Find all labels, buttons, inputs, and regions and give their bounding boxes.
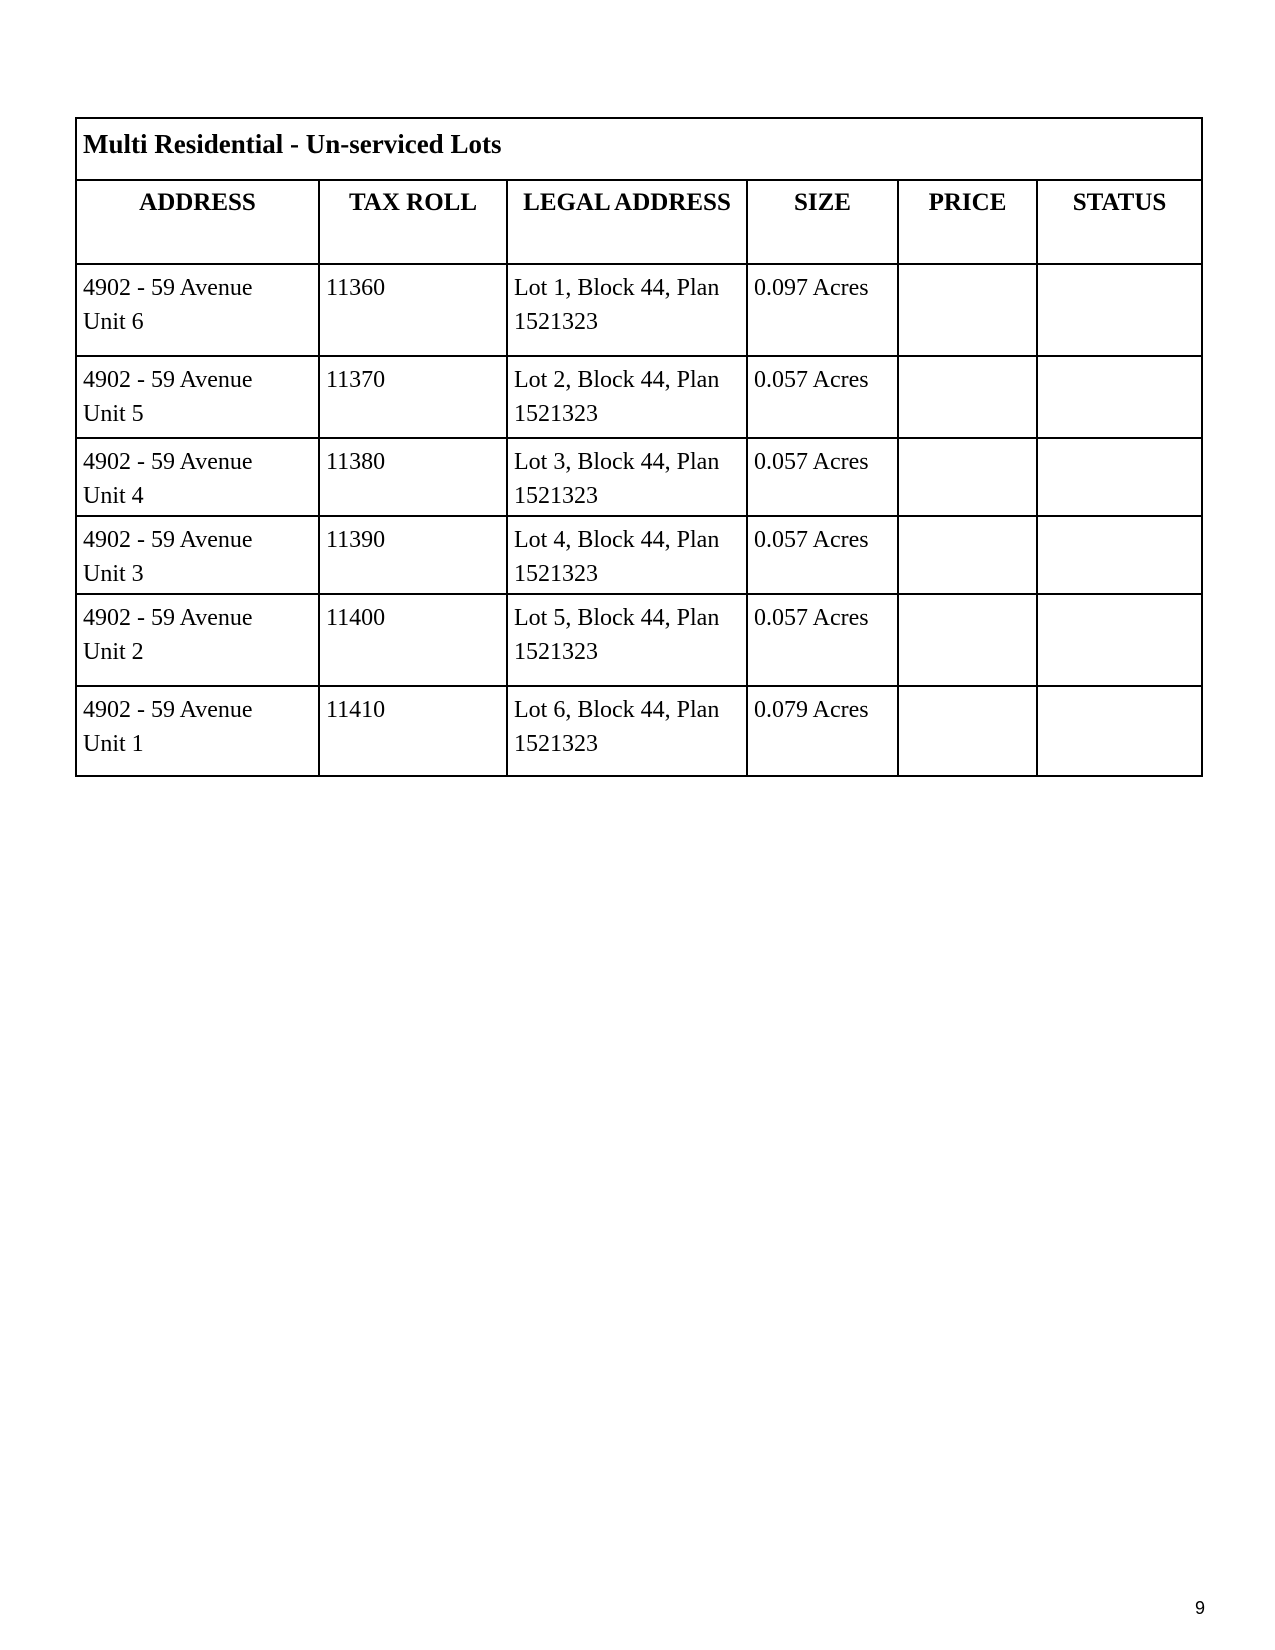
table-title-row: [76, 118, 1202, 180]
tax-roll-cell: 11410: [319, 686, 507, 776]
legal-lot: Lot 2, Block 44, Plan: [514, 367, 720, 393]
address-street: 4902 - 59 Avenue: [83, 449, 253, 475]
column-header-price: PRICE: [898, 180, 1037, 264]
size-cell: 0.097 Acres: [747, 264, 898, 356]
price-cell: [898, 438, 1037, 516]
address-street: 4902 - 59 Avenue: [83, 605, 253, 631]
legal-lot: Lot 4, Block 44, Plan: [514, 527, 720, 553]
address-cell: [76, 686, 319, 776]
size-cell: 0.057 Acres: [747, 356, 898, 438]
legal-plan: 1521323: [514, 731, 598, 757]
address-cell: [76, 516, 319, 594]
size-cell: 0.057 Acres: [747, 516, 898, 594]
tax-roll-cell: 11390: [319, 516, 507, 594]
price-cell: [898, 686, 1037, 776]
legal-lot: Lot 1, Block 44, Plan: [514, 275, 720, 301]
tax-roll-cell: 11370: [319, 356, 507, 438]
price-cell: [898, 594, 1037, 686]
status-cell: [1037, 516, 1202, 594]
status-cell: [1037, 686, 1202, 776]
address-unit: Unit 2: [83, 639, 144, 665]
address-street: 4902 - 59 Avenue: [83, 367, 253, 393]
column-header-tax-roll: TAX ROLL: [319, 180, 507, 264]
legal-plan: 1521323: [514, 639, 598, 665]
price-cell: [898, 264, 1037, 356]
address-unit: Unit 1: [83, 731, 144, 757]
address-cell: [76, 438, 319, 516]
price-cell: [898, 516, 1037, 594]
legal-plan: 1521323: [514, 483, 598, 509]
tax-roll-cell: 11400: [319, 594, 507, 686]
size-cell: 0.057 Acres: [747, 594, 898, 686]
column-header-legal-address: LEGAL ADDRESS: [507, 180, 747, 264]
column-header-size: SIZE: [747, 180, 898, 264]
legal-lot: Lot 5, Block 44, Plan: [514, 605, 720, 631]
address-street: 4902 - 59 Avenue: [83, 275, 253, 301]
table-row: [76, 516, 1202, 594]
legal-plan: 1521323: [514, 401, 598, 427]
address-street: 4902 - 59 Avenue: [83, 527, 253, 553]
status-cell: [1037, 264, 1202, 356]
size-cell: 0.057 Acres: [747, 438, 898, 516]
table-header-row: [76, 180, 1202, 264]
size-cell: 0.079 Acres: [747, 686, 898, 776]
column-header-address: ADDRESS: [76, 180, 319, 264]
address-cell: [76, 356, 319, 438]
column-header-status: STATUS: [1037, 180, 1202, 264]
address-unit: Unit 3: [83, 561, 144, 587]
legal-plan: 1521323: [514, 309, 598, 335]
address-street: 4902 - 59 Avenue: [83, 697, 253, 723]
status-cell: [1037, 594, 1202, 686]
status-cell: [1037, 356, 1202, 438]
legal-lot: Lot 6, Block 44, Plan: [514, 697, 720, 723]
legal-address-cell: [507, 438, 747, 516]
address-cell: [76, 594, 319, 686]
legal-plan: 1521323: [514, 561, 598, 587]
address-unit: Unit 4: [83, 483, 144, 509]
legal-address-cell: [507, 356, 747, 438]
legal-address-cell: [507, 594, 747, 686]
table-row: [76, 438, 1202, 516]
table-row: [76, 264, 1202, 356]
address-unit: Unit 5: [83, 401, 144, 427]
table-title: Multi Residential - Un-serviced Lots: [76, 118, 1202, 180]
status-cell: [1037, 438, 1202, 516]
address-unit: Unit 6: [83, 309, 144, 335]
table-row: [76, 686, 1202, 776]
legal-lot: Lot 3, Block 44, Plan: [514, 449, 720, 475]
legal-address-cell: [507, 686, 747, 776]
tax-roll-cell: 11360: [319, 264, 507, 356]
legal-address-cell: [507, 516, 747, 594]
table-row: [76, 594, 1202, 686]
page-number: 9: [1195, 1598, 1206, 1618]
price-cell: [898, 356, 1037, 438]
address-cell: [76, 264, 319, 356]
table-row: [76, 356, 1202, 438]
tax-roll-cell: 11380: [319, 438, 507, 516]
lots-table: [75, 117, 1203, 777]
legal-address-cell: [507, 264, 747, 356]
